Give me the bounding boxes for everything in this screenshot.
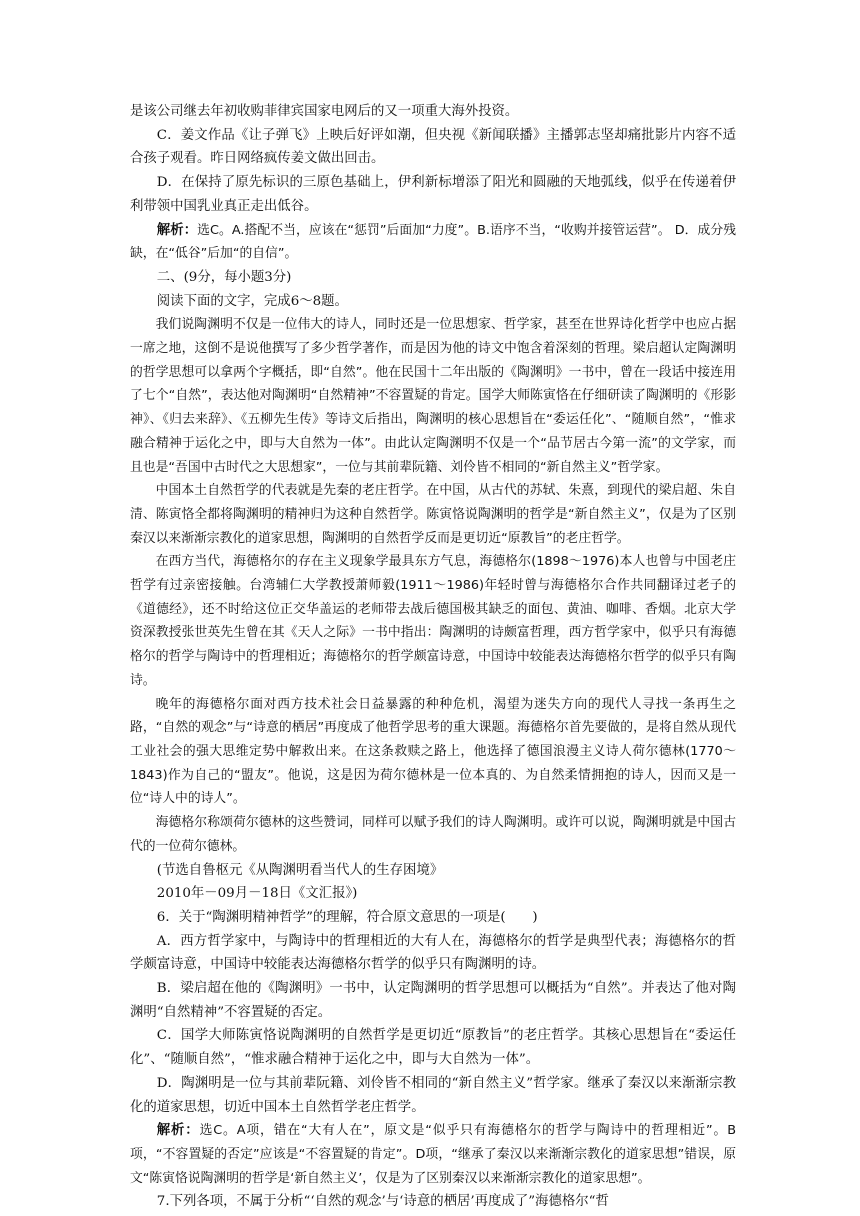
q5-option-d: D．在保持了原先标识的三原色基础上，伊利新标增添了阳光和圆融的天地弧线，似乎在传递着伊利带领中国乳业真正走出低谷。 (130, 175, 736, 214)
passage-paragraph-3: 在西方当代，海德格尔的存在主义现象学最具东方气息，海德格尔(1898～1976)本人也曾与中国老庄哲学有过亲密接触。台湾辅仁大学教授萧师毅(1911～1986)年轻时曾与海德格尔合作共同翻译过老子的《道德经》，还不时给这位正交华盖运的老师带去战后德国极其缺乏的面包、黄油、咖啡、香烟。北京大学资深教授张世英先生曾在其《天人之际》一书中指出：陶渊明的诗颇富哲理，西方哲学家中，似乎只有海德格尔的哲学与陶诗中的哲理相近；海德格尔的哲学颇富诗意，中国诗中较能表达海德格尔哲学的似乎只有陶诗。 (130, 554, 736, 688)
q6-option-a: A．西方哲学家中，与陶诗中的哲理相近的大有人在，海德格尔的哲学是典型代表；海德格尔的哲学颇富诗意，中国诗中较能表达海德格尔哲学的似乎只有陶渊明的诗。 (130, 933, 736, 973)
passage-paragraph-5: 海德格尔称颂荷尔德林的这些赞词，同样可以赋予我们的诗人陶渊明。或许可以说，陶渊明就是中国古代的一位荷尔德林。 (130, 815, 736, 854)
continuation-line: 是该公司继去年初收购菲律宾国家电网后的又一项重大海外投资。 (130, 104, 519, 119)
reading-instruction: 阅读下面的文字，完成6～8题。 (156, 293, 348, 309)
q6-option-c: C．国学大师陈寅恪说陶渊明的自然哲学是更切近“原教旨”的老庄哲学。其核心思想旨在“委运任化”、“随顺自然”，“惟求融合精神于运化之中，即与大自然为一体”。 (130, 1028, 736, 1068)
q5-analysis (130, 219, 736, 266)
analysis-text: 选C。A.搭配不当，应该在“惩罚”后面加“力度”。B.语序不当，“收购并接管运营”。 D．成分残缺，在“低谷”后加“的自信”。 (130, 222, 736, 262)
analysis-label: 解析： (156, 221, 198, 238)
source-citation-1: (节选自鲁枢元《从陶渊明看当代人的生存困境》 (156, 862, 444, 878)
q6-analysis (130, 1119, 736, 1190)
q6-option-d: D．陶渊明是一位与其前辈阮籍、刘伶皆不相同的“新自然主义”哲学家。继承了秦汉以来渐渐宗教化的道家思想，切近中国本土自然哲学老庄哲学。 (130, 1075, 736, 1115)
passage-paragraph-2: 中国本土自然哲学的代表就是先秦的老庄哲学。在中国，从古代的苏轼、朱熹，到现代的梁启超、朱自清、陈寅恪全都将陶渊明的精神归为这种自然哲学。陈寅恪说陶渊明的哲学是“新自然主义”，仅是为了区别秦汉以来渐渐宗教化的道家思想，陶渊明的自然哲学反而是更切近“原教旨”的老庄哲学。 (130, 483, 736, 546)
q6-option-b: B．梁启超在他的《陶渊明》一书中，认定陶渊明的哲学思想可以概括为“自然”。并表达了他对陶渊明“自然精神”不容置疑的否定。 (130, 981, 736, 1020)
analysis-text: 选C。A项，错在“大有人在”，原文是“似乎只有海德格尔的哲学与陶诗中的哲理相近”。B项，“不容置疑的否定”应该是“不容置疑的肯定”。D项，“继承了秦汉以来渐渐宗教化的道家思想”错误，原文“陈寅恪说陶渊明的哲学是‘新自然主义’，仅是为了区别秦汉以来渐渐宗教化的道家思想”。 (130, 1123, 736, 1186)
q5-option-c: C．姜文作品《让子弹飞》上映后好评如潮，但央视《新闻联播》主播郭志坚却痛批影片内容不适合孩子观看。昨日网络疯传姜文做出回击。 (130, 127, 736, 167)
source-citation-2: 2010年－09月－18日《文汇报》) (156, 886, 358, 902)
analysis-label: 解析： (156, 1122, 200, 1139)
passage-paragraph-1: 我们说陶渊明不仅是一位伟大的诗人，同时还是一位思想家、哲学家，甚至在世界诗化哲学中也应占据一席之地，这倒不是说他撰写了多少哲学著作，而是因为他的诗文中饱含着深刻的哲理。梁启超认定陶渊明的哲学思想可以拿两个字概括，即“自然”。他在民国十二年出版的《陶渊明》一书中，曾在一段话中接连用了七个“自然”，表达他对陶渊明“自然精神”不容置疑的肯定。国学大师陈寅恪在仔细研读了陶渊明的《形影神》、《归去来辞》、《五柳先生传》等诗文后指出，陶渊明的核心思想旨在“委运任化”、“随顺自然”，“惟求融合精神于运化之中，即与大自然为一体”。由此认定陶渊明不仅是一个“品节居古今第一流”的文学家，而且也是“吾国中古时代之大思想家”，一位与其前辈阮籍、刘伶皆不相同的“新自然主义”哲学家。 (130, 317, 736, 475)
q6-stem: 6．关于“陶渊明精神哲学”的理解，符合原文意思的一项是( ) (156, 909, 538, 925)
section-heading: 二、(9分，每小题3分) (156, 269, 292, 285)
q7-stem: 7.下列各项，不属于分析“‘自然的观念’与‘诗意的栖居’再度成了”海德格尔“哲 (156, 1194, 609, 1210)
passage-paragraph-4: 晚年的海德格尔面对西方技术社会日益暴露的种种危机，渴望为迷失方向的现代人寻找一条再生之路，“自然的观念”与“诗意的栖居”再度成了他哲学思考的重大课题。海德格尔首先要做的，是将自然从现代工业社会的强大思维定势中解救出来。在这条救赎之路上，他选择了德国浪漫主义诗人荷尔德林(1770～1843)作为自己的“盟友”。他说，这是因为荷尔德林是一位本真的、为自然柔情拥抱的诗人，因而又是一位“诗人中的诗人”。 (130, 696, 736, 807)
